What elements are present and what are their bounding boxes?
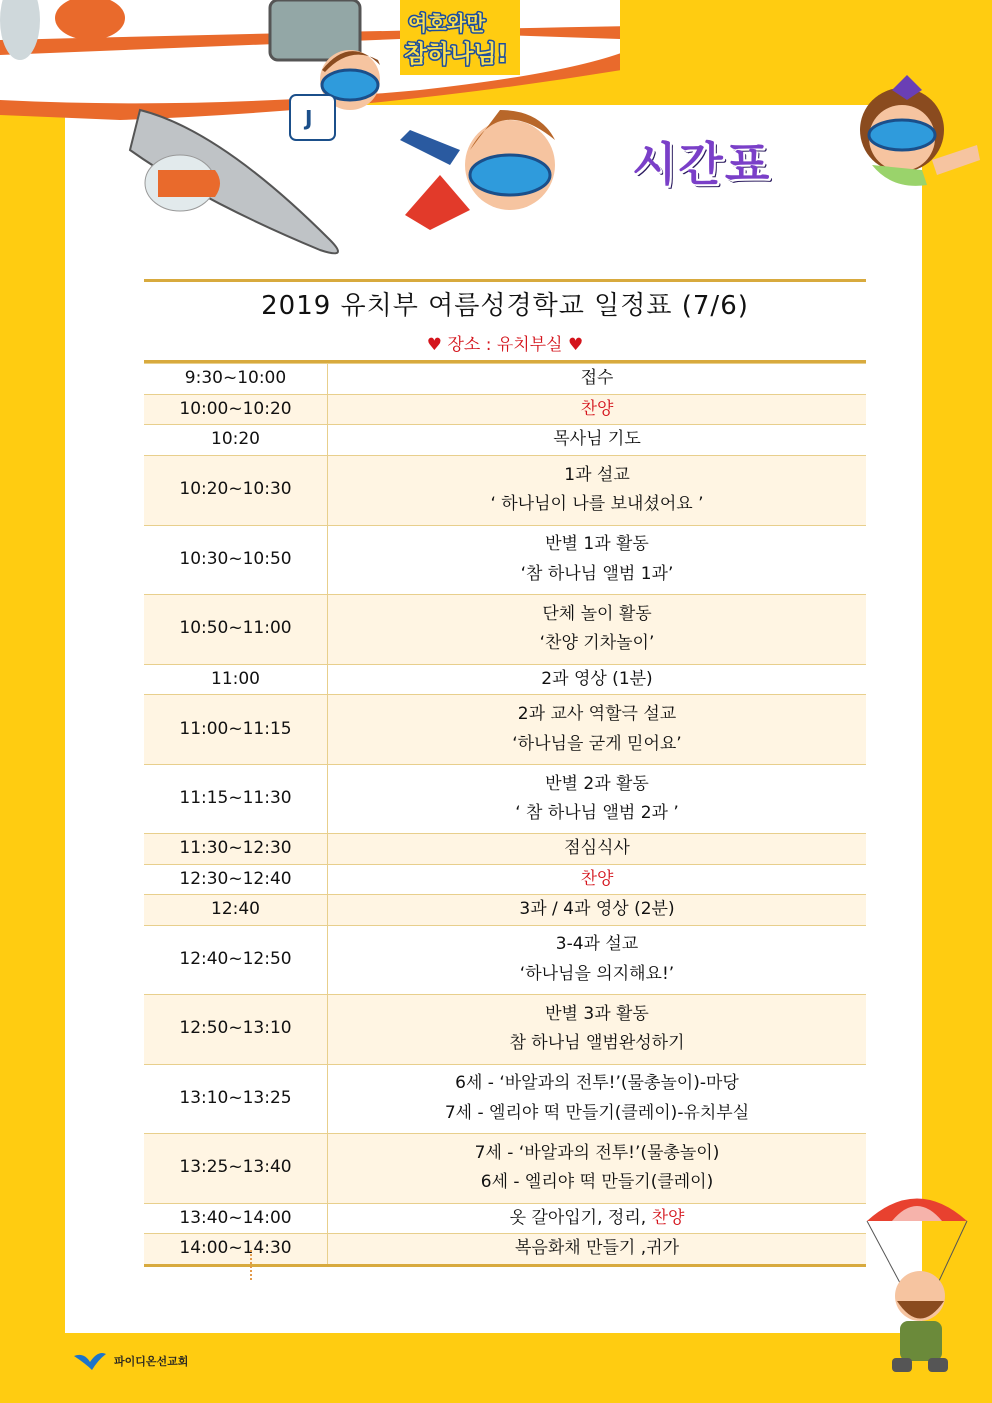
activity-text: 목사님 기도 bbox=[553, 429, 641, 449]
activity-cell bbox=[328, 455, 867, 525]
activity-line bbox=[328, 865, 866, 895]
time-cell: 11:00 bbox=[144, 664, 328, 695]
activity-text: 참 하나님 앨범완성하기 bbox=[509, 1033, 685, 1053]
schedule-title: 2019 유치부 여름성경학교 일정표 (7/6) bbox=[261, 291, 749, 321]
table-row bbox=[144, 664, 866, 695]
table-row bbox=[144, 864, 866, 895]
heart-icon: ♥ bbox=[426, 335, 443, 355]
activity-text: 접수 bbox=[580, 368, 614, 388]
activity-cell bbox=[328, 1064, 867, 1133]
table-row bbox=[144, 695, 866, 765]
activity-line bbox=[328, 730, 866, 760]
activity-line bbox=[328, 960, 866, 990]
time-cell: 11:15~11:30 bbox=[144, 765, 328, 834]
activity-text: 6세 - 엘리야 떡 만들기(클레이) bbox=[480, 1172, 714, 1192]
activity-text: ‘찬양 기차놀이’ bbox=[539, 633, 655, 653]
table-row bbox=[144, 834, 866, 865]
time-cell: 10:30~10:50 bbox=[144, 525, 328, 594]
activity-text: 2과 영상 (1분) bbox=[541, 668, 653, 689]
table-row bbox=[144, 1133, 866, 1203]
activity-highlight: 찬양 bbox=[651, 1207, 685, 1228]
activity-text: ‘하나님을 굳게 믿어요’ bbox=[512, 733, 682, 754]
time-cell: 10:20 bbox=[144, 425, 328, 456]
time-cell: 13:25~13:40 bbox=[144, 1133, 328, 1203]
activity-text: 복음화채 만들기 ,귀가 bbox=[514, 1238, 679, 1258]
activity-line bbox=[328, 461, 866, 491]
activity-line bbox=[328, 770, 866, 800]
table-row bbox=[144, 394, 866, 425]
activity-line bbox=[328, 1099, 866, 1129]
activity-cell bbox=[328, 525, 867, 594]
activity-cell bbox=[328, 425, 867, 456]
activity-cell bbox=[328, 834, 867, 865]
activity-text: 찬양 bbox=[580, 868, 614, 889]
activity-line bbox=[328, 600, 866, 630]
activity-cell bbox=[328, 925, 867, 994]
activity-cell bbox=[328, 765, 867, 834]
heart-icon: ♥ bbox=[567, 335, 584, 355]
time-cell: 10:00~10:20 bbox=[144, 394, 328, 425]
activity-text: 반별 1과 활동 bbox=[545, 534, 649, 554]
activity-text: 6세 - ‘바알과의 전투!’(물총놀이)-마당 bbox=[455, 1073, 739, 1093]
place-text: 장소 : 유치부실 bbox=[447, 335, 563, 355]
table-row bbox=[144, 1203, 866, 1234]
svg-text:여호와만: 여호와만 bbox=[408, 11, 486, 35]
time-cell: 10:20~10:30 bbox=[144, 455, 328, 525]
parachute-man-illustration bbox=[862, 1186, 972, 1376]
activity-line bbox=[328, 560, 866, 590]
activity-line bbox=[328, 665, 866, 695]
logo-artwork bbox=[400, 0, 520, 80]
svg-text:참하나님!: 참하나님! bbox=[404, 40, 508, 68]
activity-text: 옷 갈아입기, 정리, bbox=[509, 1207, 652, 1228]
activity-cell bbox=[328, 664, 867, 695]
activity-line bbox=[328, 700, 866, 730]
activity-text: 7세 - 엘리야 떡 만들기(클레이)-유치부실 bbox=[444, 1102, 750, 1123]
activity-text: 반별 3과 활동 bbox=[545, 1003, 649, 1024]
activity-text: 단체 놀이 활동 bbox=[542, 603, 652, 624]
activity-cell bbox=[328, 864, 867, 895]
table-row bbox=[144, 425, 866, 456]
activity-cell bbox=[328, 1203, 867, 1234]
time-cell: 13:10~13:25 bbox=[144, 1064, 328, 1133]
table-row bbox=[144, 994, 866, 1064]
schedule-section bbox=[144, 279, 866, 1267]
activity-line bbox=[328, 530, 866, 560]
table-row bbox=[144, 925, 866, 994]
activity-line bbox=[328, 1029, 866, 1059]
schedule-table bbox=[144, 363, 866, 1267]
flying-girl-illustration bbox=[832, 70, 982, 200]
table-row bbox=[144, 594, 866, 664]
activity-line bbox=[328, 395, 866, 425]
table-row bbox=[144, 765, 866, 834]
table-row bbox=[144, 364, 866, 395]
activity-line bbox=[328, 364, 866, 394]
activity-line bbox=[328, 799, 866, 829]
activity-cell bbox=[328, 695, 867, 765]
time-cell: 12:40~12:50 bbox=[144, 925, 328, 994]
activity-text: 찬양 bbox=[580, 398, 614, 419]
time-cell: 14:00~14:30 bbox=[144, 1234, 328, 1266]
church-name: 파이디온선교회 bbox=[114, 1355, 189, 1368]
activity-text: 점심식사 bbox=[564, 838, 630, 858]
activity-text: 2과 교사 역할극 설교 bbox=[517, 704, 677, 724]
activity-cell bbox=[328, 394, 867, 425]
timetable-heading: 시간표 bbox=[632, 137, 772, 191]
time-cell: 13:40~14:00 bbox=[144, 1203, 328, 1234]
activity-cell bbox=[328, 994, 867, 1064]
activity-line bbox=[328, 1234, 866, 1264]
activity-text: ‘ 참 하나님 앨범 2과 ’ bbox=[515, 803, 679, 823]
airplane-illustration bbox=[0, 0, 620, 260]
table-row bbox=[144, 525, 866, 594]
activity-text: 1과 설교 bbox=[564, 464, 630, 485]
activity-cell bbox=[328, 895, 867, 926]
dove-icon bbox=[72, 1350, 108, 1372]
activity-text: 반별 2과 활동 bbox=[545, 773, 649, 794]
activity-text: ‘참 하나님 앨범 1과’ bbox=[520, 563, 674, 584]
activity-line bbox=[328, 490, 866, 520]
table-row bbox=[144, 455, 866, 525]
dotted-divider bbox=[250, 1250, 254, 1280]
church-logo bbox=[72, 1350, 188, 1372]
activity-text: ‘하나님을 의지해요!’ bbox=[519, 963, 675, 984]
activity-cell bbox=[328, 594, 867, 664]
activity-cell bbox=[328, 1234, 867, 1266]
activity-line bbox=[328, 1000, 866, 1030]
activity-line bbox=[328, 425, 866, 455]
activity-cell bbox=[328, 364, 867, 395]
time-cell: 9:30~10:00 bbox=[144, 364, 328, 395]
activity-text: 3-4과 설교 bbox=[555, 934, 639, 954]
table-row bbox=[144, 895, 866, 926]
activity-line bbox=[328, 930, 866, 960]
activity-line bbox=[328, 1168, 866, 1198]
time-cell: 11:00~11:15 bbox=[144, 695, 328, 765]
activity-text: ‘ 하나님이 나를 보내셨어요 ’ bbox=[490, 494, 704, 514]
table-row bbox=[144, 1064, 866, 1133]
time-cell: 12:30~12:40 bbox=[144, 864, 328, 895]
activity-line bbox=[328, 1204, 866, 1234]
place-line bbox=[144, 330, 866, 363]
time-cell: 12:40 bbox=[144, 895, 328, 926]
time-cell: 10:50~11:00 bbox=[144, 594, 328, 664]
time-cell: 11:30~12:30 bbox=[144, 834, 328, 865]
activity-text: 3과 / 4과 영상 (2분) bbox=[519, 899, 675, 919]
activity-line bbox=[328, 834, 866, 864]
activity-text: 7세 - ‘바알과의 전투!’(물총놀이) bbox=[474, 1142, 720, 1163]
activity-line bbox=[328, 895, 866, 925]
time-cell: 12:50~13:10 bbox=[144, 994, 328, 1064]
activity-cell bbox=[328, 1133, 867, 1203]
activity-line bbox=[328, 1139, 866, 1169]
svg-text:J: J bbox=[305, 106, 313, 130]
activity-line bbox=[328, 1069, 866, 1099]
activity-line bbox=[328, 629, 866, 659]
